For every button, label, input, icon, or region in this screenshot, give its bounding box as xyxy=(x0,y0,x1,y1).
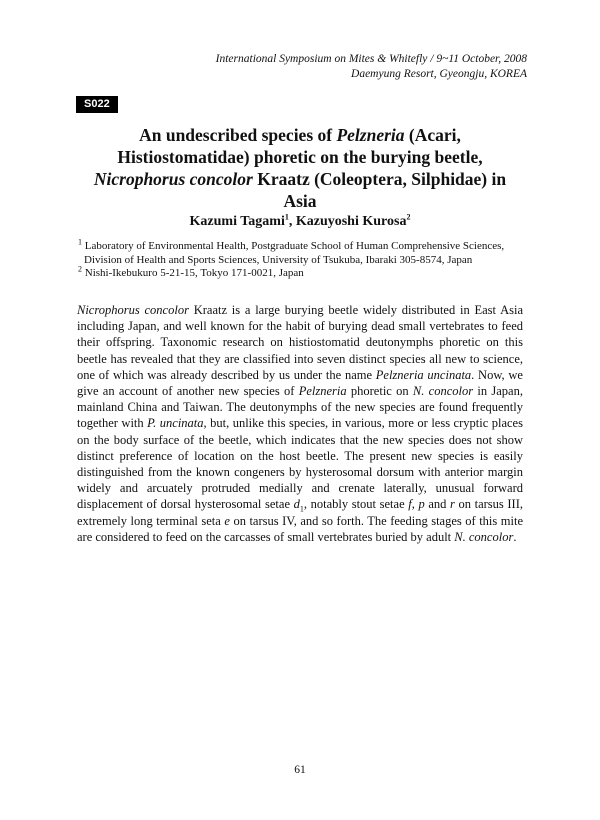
abstract-italic: Nicrophorus concolor xyxy=(77,303,189,317)
affiliation-2 xyxy=(78,264,530,281)
abstract-italic: N. concolor xyxy=(412,384,474,399)
affil-text: Laboratory of Environmental Health, Postgraduate School of Human Comprehensive Sciences, xyxy=(84,240,505,252)
title-text: (Acari, xyxy=(404,125,461,145)
abstract-italic: N. concolor xyxy=(454,529,514,544)
affiliations xyxy=(78,237,530,281)
abstract-italic: Pelzneria xyxy=(298,384,347,399)
title-line-1 xyxy=(76,124,524,146)
title-text: Kraatz (Coleoptera, Silphidae) in Asia xyxy=(252,169,507,211)
abstract-paragraph xyxy=(77,302,523,545)
title-text: An undescribed species of xyxy=(139,125,337,145)
abstract-italic: f, p xyxy=(408,497,425,512)
abstract-text: phoretic on xyxy=(346,384,413,399)
title-species: Nicrophorus concolor xyxy=(93,169,253,189)
author-affil-mark: 2 xyxy=(406,212,411,222)
abstract-text: , but, unlike this species, in various, more or less cryptic places on the body surface of the beetle, which indicates that the new species does not show distinct preference of location on the host beetle. The present new species is easily distinguished from the known congeners by hysterosomal dorsum with anterior margin widely and arcuately protruded medially and crenate laterally, unusual forward displacement of dorsal hysterosomal setae xyxy=(77,416,523,512)
abstract-italic: d xyxy=(293,497,300,512)
affiliation-1 xyxy=(78,237,530,254)
abstract-text: on tarsus III, extremely long terminal seta xyxy=(77,497,523,528)
affil-mark: 2 xyxy=(78,264,82,274)
author-separator: , xyxy=(288,214,296,229)
abstract-italic: e xyxy=(224,513,230,528)
affil-mark: 1 xyxy=(78,237,82,247)
title-line-2: Histiostomatidae) phoretic on the burying beetle, xyxy=(117,147,483,167)
conference-venue: Daemyung Resort, Gyeongju, KOREA xyxy=(351,68,527,80)
abstract-text: in Japan, mainland China and Taiwan. The deutonymphs of the new species are found frequently together with xyxy=(77,384,523,431)
session-code-badge: S022 xyxy=(76,96,118,113)
affiliation-1-cont: Division of Health and Sports Sciences, University of Tsukuba, Ibaraki 305-8574, Japan xyxy=(84,253,473,266)
author-name: Kazuyoshi Kurosa xyxy=(295,214,407,229)
abstract-text: Kraatz is a large burying beetle widely distributed in East Asia including Japan, and well known for the habit of burying dead small vertebrates to feed their offspring. Taxonomic research on histiostomatid deutonymphs phoretic on this beetle has revealed that they are classified into seven distinct species all new to science, one of which was already described by us under the name xyxy=(77,303,523,382)
title-genus: Pelzneria xyxy=(336,125,405,145)
abstract-text: and xyxy=(424,497,450,512)
abstract-italic: Pelzneria uncinata xyxy=(375,367,472,382)
affil-text: Nishi-Ikebukuro 5-21-15, Tokyo 171-0021, Japan xyxy=(84,267,304,279)
abstract-text: on tarsus IV, and so forth. The feeding stages of this mite are considered to feed on the carcasses of small vertebrates buried by adult xyxy=(77,513,523,544)
author-affil-mark: 1 xyxy=(284,212,289,222)
abstract-italic: P. uncinata xyxy=(147,416,204,431)
paper-title xyxy=(76,124,524,212)
conference-name: International Symposium on Mites & Whitefly / 9~11 October, 2008 xyxy=(215,53,527,65)
title-line-3 xyxy=(76,168,524,212)
author-list xyxy=(76,213,524,231)
abstract-italic: r xyxy=(450,497,455,512)
abstract-text: , notably stout setae xyxy=(303,497,409,512)
page-number: 61 xyxy=(294,764,306,776)
conference-header xyxy=(216,52,527,82)
abstract-text: . Now, we give an account of another new species of xyxy=(77,367,523,399)
abstract-text: . xyxy=(513,529,517,544)
author-name: Kazumi Tagami xyxy=(189,214,285,229)
abstract-subscript: 1 xyxy=(299,504,304,514)
